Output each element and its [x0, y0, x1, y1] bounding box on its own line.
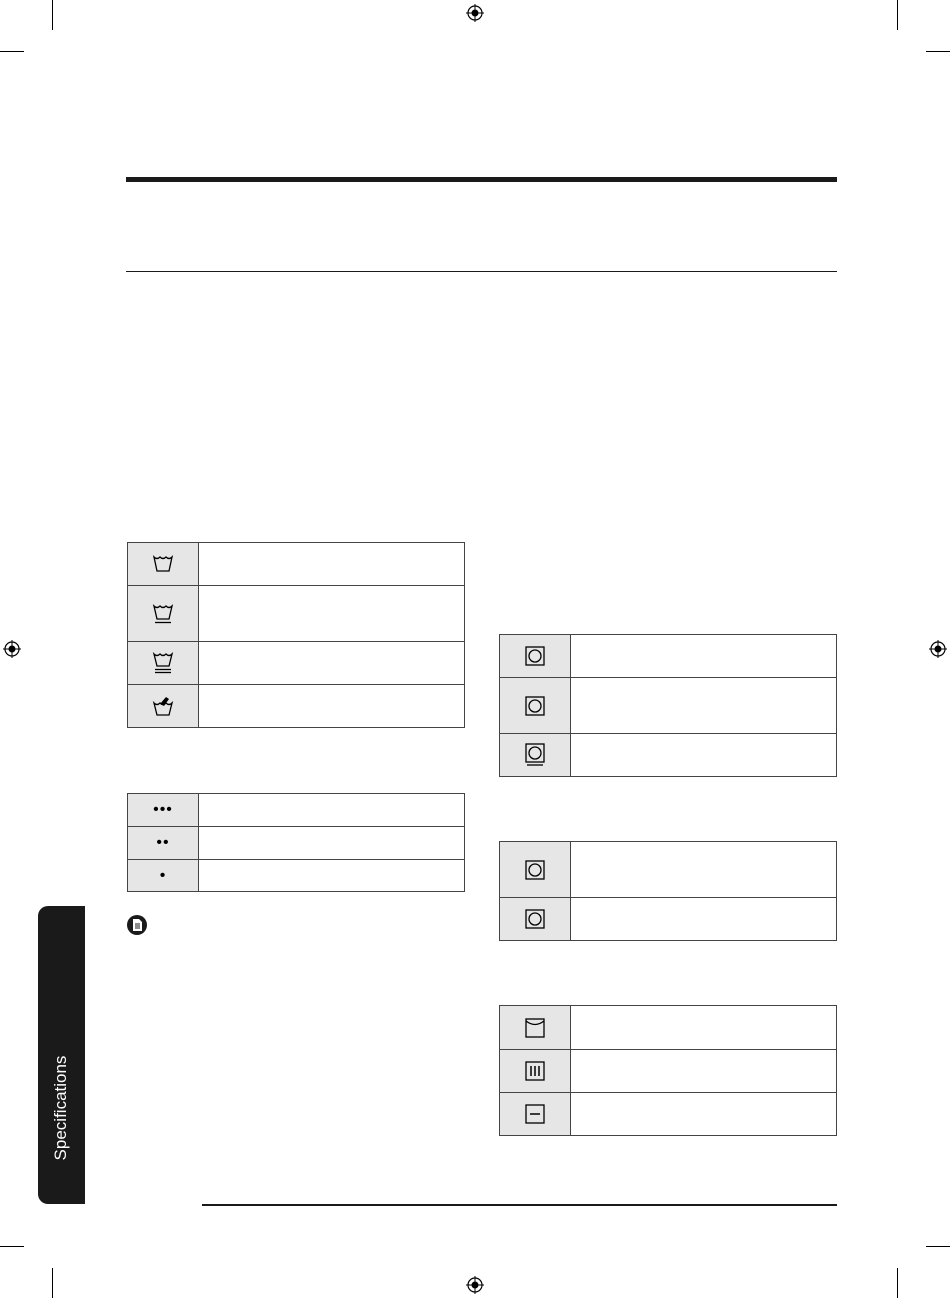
table-icon-cell	[500, 842, 571, 898]
drip-dry-icon	[525, 1061, 545, 1081]
table-text-cell	[199, 642, 465, 685]
registration-mark-icon	[929, 640, 947, 658]
table-text-cell	[571, 842, 837, 898]
crop-mark	[926, 51, 950, 52]
table-icon-cell	[500, 1006, 571, 1050]
table-text-cell	[571, 678, 837, 734]
table-text-cell	[199, 860, 465, 892]
table-icon-cell	[500, 734, 571, 777]
dry-flat-icon	[525, 1104, 545, 1124]
table-row	[128, 860, 465, 892]
table-text-cell	[199, 685, 465, 728]
table-icon-cell	[500, 1093, 571, 1136]
tumble-dry-table	[499, 634, 837, 777]
section-tab-label: Specifications	[50, 1055, 70, 1161]
one-dot-icon: •	[128, 860, 199, 892]
table-text-cell	[199, 827, 465, 860]
note-icon	[127, 915, 147, 935]
header-rule-thick	[126, 177, 837, 182]
table-row	[128, 642, 465, 685]
table-row	[128, 685, 465, 728]
tumble-dry-icon	[525, 860, 545, 880]
table-row	[500, 1050, 837, 1093]
crop-mark	[0, 1246, 24, 1247]
crop-mark	[897, 1268, 898, 1298]
table-row	[128, 543, 465, 586]
three-dots-icon: •••	[128, 794, 199, 827]
wash-basin-two-bars-icon	[152, 651, 174, 675]
drying-symbols-table	[499, 1005, 837, 1136]
crop-mark	[52, 1268, 53, 1298]
tumble-dry-icon	[525, 646, 545, 666]
table-row	[128, 827, 465, 860]
footer-rule	[202, 1204, 837, 1206]
table-text-cell	[571, 898, 837, 941]
table-row	[500, 635, 837, 678]
line-dry-icon	[525, 1018, 545, 1038]
tumble-dry-icon	[525, 696, 545, 716]
wash-basin-icon	[152, 554, 174, 574]
registration-mark-icon	[466, 1276, 484, 1294]
registration-mark-icon	[3, 640, 21, 658]
table-icon-cell	[128, 543, 199, 586]
registration-mark-icon	[466, 4, 484, 22]
table-row	[500, 842, 837, 898]
table-text-cell	[199, 586, 465, 642]
table-text-cell	[571, 1050, 837, 1093]
table-icon-cell	[128, 685, 199, 728]
crop-mark	[52, 0, 53, 30]
table-icon-cell	[128, 586, 199, 642]
temperature-dots-table	[127, 793, 465, 892]
crop-mark	[897, 0, 898, 30]
table-icon-cell	[500, 678, 571, 734]
table-text-cell	[571, 635, 837, 678]
washing-symbols-table	[127, 542, 465, 728]
table-text-cell	[199, 543, 465, 586]
crop-mark	[0, 51, 24, 52]
crop-mark	[926, 1246, 950, 1247]
table-row	[500, 1006, 837, 1050]
table-icon-cell	[500, 635, 571, 678]
table-row	[128, 794, 465, 827]
tumble-dry-bar-icon	[525, 743, 545, 767]
table-row	[128, 586, 465, 642]
table-icon-cell	[500, 1050, 571, 1093]
table-text-cell	[571, 734, 837, 777]
header-rule-thin	[126, 271, 837, 272]
tumble-dry-icon	[525, 909, 545, 929]
table-row	[500, 678, 837, 734]
table-icon-cell	[500, 898, 571, 941]
table-icon-cell	[128, 642, 199, 685]
two-dots-icon: ••	[128, 827, 199, 860]
table-row	[500, 898, 837, 941]
table-row	[500, 1093, 837, 1136]
table-text-cell	[571, 1093, 837, 1136]
wash-basin-one-bar-icon	[152, 603, 174, 625]
hand-wash-icon	[152, 695, 174, 717]
table-text-cell	[199, 794, 465, 827]
table-row	[500, 734, 837, 777]
tumble-dry-table	[499, 841, 837, 941]
table-text-cell	[571, 1006, 837, 1050]
section-tab	[38, 906, 85, 1204]
